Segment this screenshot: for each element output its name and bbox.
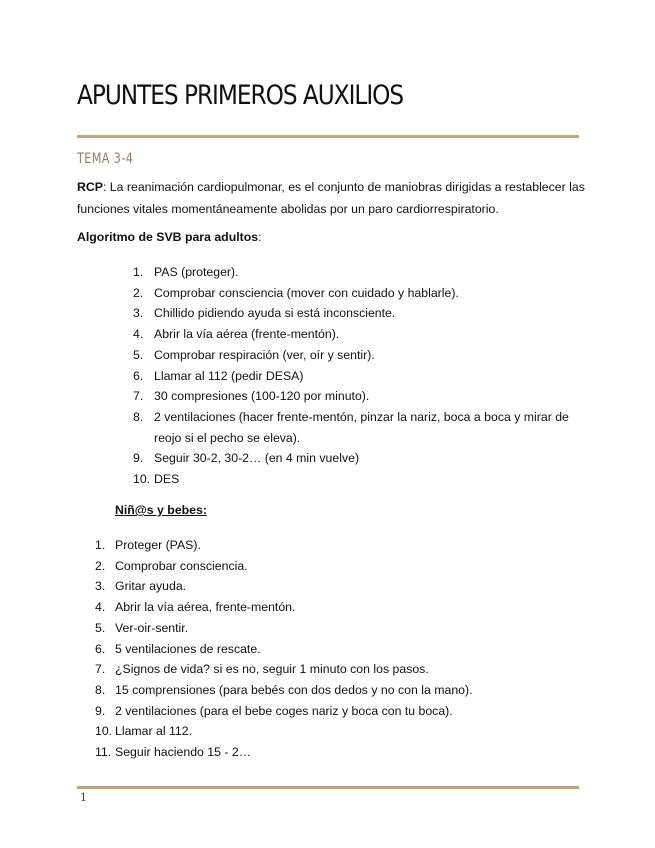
list-item-text: Proteger (PAS). [115, 538, 201, 552]
list-item-text: Gritar ayuda. [115, 579, 187, 594]
list-item-text: 30 compresiones (100-120 por minuto). [154, 389, 370, 404]
adults-heading [77, 230, 261, 244]
list-item-number: 3. [133, 306, 144, 321]
list-item-number: 5. [133, 347, 144, 362]
list-item [95, 680, 585, 701]
list-item [95, 659, 585, 680]
list-item-number: 9. [95, 703, 106, 718]
list-item-number: 6. [133, 368, 144, 383]
list-item-number: 10. [133, 472, 151, 487]
list-item-text: Llamar al 112 (pedir DESA) [154, 368, 304, 383]
kids-heading [115, 503, 207, 517]
list-item-number: 8. [95, 682, 106, 697]
section-heading: TEMA 3-4 [77, 151, 134, 167]
page-number: 1 [80, 791, 87, 804]
list-item-text: 15 comprensiones (para bebés con dos dedos y no con la mano). [115, 682, 473, 697]
list-item-number: 1. [133, 265, 144, 279]
list-item-text: PAS (proteger). [154, 265, 239, 279]
list-item-text: DES [154, 472, 180, 487]
list-item [95, 597, 585, 618]
list-item-number: 6. [95, 641, 106, 656]
intro-text: : La reanimación cardiopulmonar, es el conjunto de maniobras dirigidas a restablecer las funciones vitales momentáneamente abolidas por un paro cardiorrespiratorio. [77, 180, 585, 216]
list-item-text: Comprobar consciencia. [115, 558, 248, 573]
list-item [95, 742, 585, 763]
list-item [95, 556, 585, 577]
list-item [133, 303, 579, 324]
list-item-text: Seguir 30-2, 30-2… (en 4 min vuelve) [154, 451, 360, 466]
list-item [133, 386, 579, 407]
list-item-text: Comprobar consciencia (mover con cuidado y hablarle). [154, 285, 459, 300]
header-divider [77, 135, 579, 138]
list-item [133, 366, 579, 387]
list-item [133, 324, 579, 345]
list-item-text: ¿Signos de vida? si es no, seguir 1 minuto con los pasos. [115, 662, 429, 677]
list-item [95, 721, 585, 742]
list-item [95, 701, 585, 722]
list-item [95, 639, 585, 660]
list-item-number: 3. [95, 579, 106, 594]
list-item-number: 2. [133, 285, 144, 300]
list-item-number: 9. [133, 451, 144, 466]
list-item-text: 5 ventilaciones de rescate. [115, 641, 261, 656]
list-item-number: 5. [95, 620, 106, 635]
document-title: APUNTES PRIMEROS AUXILIOS [77, 80, 404, 111]
kids-steps-list [95, 535, 585, 763]
list-item-number: 4. [95, 600, 106, 615]
list-item-number: 11. [95, 745, 112, 760]
list-item-text: Seguir haciendo 15 - 2… [115, 745, 252, 760]
list-item [95, 535, 585, 556]
list-item [95, 576, 585, 597]
adults-heading-suffix: : [258, 230, 262, 244]
list-item-number: 4. [133, 327, 144, 342]
list-item [133, 283, 579, 304]
intro-term: RCP [77, 180, 103, 194]
list-item-number: 7. [133, 389, 144, 404]
list-item-text: 2 ventilaciones (para el bebe coges nariz y boca con tu boca). [115, 703, 453, 718]
list-item-text: Abrir la vía aérea (frente-mentón). [154, 327, 340, 342]
footer-divider [77, 786, 579, 789]
list-item-text: Chillido pidiendo ayuda si está inconsciente. [154, 306, 396, 321]
list-item [133, 469, 579, 490]
list-item-text: Comprobar respiración (ver, oír y sentir). [154, 347, 375, 362]
adults-heading-text: Algoritmo de SVB para adultos [77, 230, 259, 244]
kids-heading-text: Niñ@s y bebes [115, 503, 203, 517]
list-item-text: Abrir la vía aérea, frente-mentón. [115, 600, 296, 615]
list-item-number: 10. [95, 724, 113, 739]
list-item-number: 8. [133, 409, 144, 424]
list-item-text: Ver-oir-sentir. [115, 620, 189, 635]
kids-heading-suffix: : [202, 503, 207, 517]
list-item-text: 2 ventilaciones (hacer frente-mentón, pinzar la nariz, boca a boca y mirar de reojo si el pecho se eleva). [154, 409, 569, 445]
intro-paragraph [77, 176, 587, 220]
list-item [95, 618, 585, 639]
list-item-number: 2. [95, 558, 106, 573]
adults-steps-list [133, 262, 579, 490]
list-item [133, 448, 579, 469]
list-item [133, 345, 579, 366]
list-item-text: Llamar al 112. [115, 724, 193, 739]
list-item-number: 1. [95, 538, 106, 552]
list-item-number: 7. [95, 662, 106, 677]
list-item [133, 262, 579, 283]
list-item [133, 407, 579, 448]
